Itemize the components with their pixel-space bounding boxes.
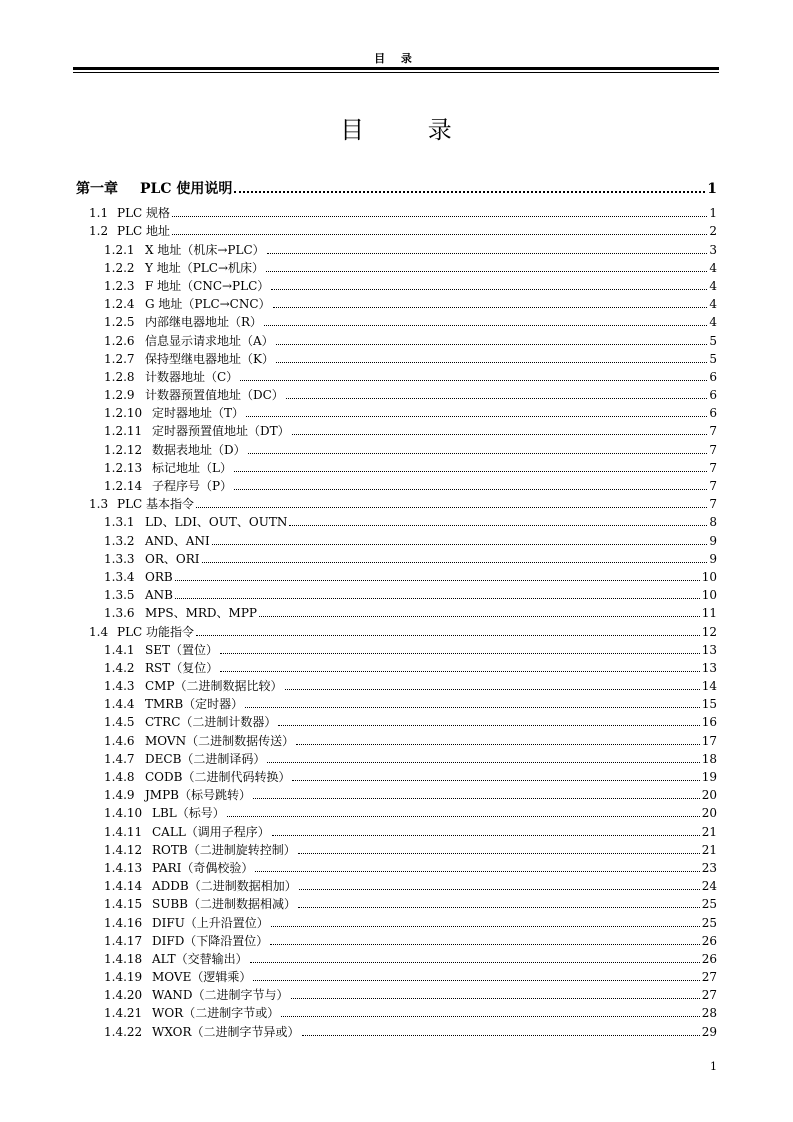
toc-entry-page: 6 <box>709 406 717 421</box>
toc-entry-label: ADDB（二进制数据相加） <box>152 879 297 894</box>
toc-leader-dots <box>220 671 699 672</box>
toc-entry-label: 标记地址（L） <box>152 460 232 475</box>
toc-entry-number: 1.2 <box>89 224 109 239</box>
toc-leader-dots <box>299 889 700 890</box>
toc-leader-dots <box>278 725 699 726</box>
toc-leader-dots <box>291 998 700 999</box>
toc-entry-number: 1.4.2 <box>104 660 135 675</box>
toc-subsection-entry[interactable] <box>76 311 717 329</box>
toc-entry-label: PLC 规格 <box>117 206 171 221</box>
toc-leader-dots <box>292 780 699 781</box>
toc-entry-page: 2 <box>709 224 717 239</box>
toc-entry-page: 3 <box>709 242 717 257</box>
toc-entry-number: 1.4.12 <box>104 842 143 857</box>
toc-entry-number: 1.2.1 <box>104 242 135 257</box>
toc-entry-page: 8 <box>709 515 717 530</box>
toc-entry-label: SUBB（二进制数据相减） <box>152 897 296 912</box>
toc-entry-number: 1.4 <box>89 624 109 639</box>
toc-leader-dots <box>259 616 700 617</box>
toc-entry-label: X 地址（机床→PLC） <box>145 242 265 257</box>
toc-entry-page: 27 <box>701 988 717 1003</box>
toc-entry-page: 23 <box>701 860 717 875</box>
toc-section-entry[interactable] <box>76 620 717 638</box>
toc-leader-dots <box>172 216 707 217</box>
toc-subsection-entry[interactable] <box>76 857 717 875</box>
toc-leader-dots <box>246 416 707 417</box>
toc-leader-dots <box>234 191 705 193</box>
toc-leader-dots <box>286 398 707 399</box>
toc-entry-page: 15 <box>701 697 717 712</box>
toc-leader-dots <box>250 962 700 963</box>
toc-entry-page: 13 <box>701 660 717 675</box>
toc-entry-label: 子程序号（P） <box>152 479 233 493</box>
toc-entry-number: 1.4.13 <box>104 860 143 875</box>
toc-entry-page: 19 <box>701 770 717 784</box>
toc-entry-label: SET（置位） <box>145 642 218 657</box>
footer-page-number: 1 <box>710 1060 717 1073</box>
toc-subsection-entry[interactable] <box>76 729 717 747</box>
toc-leader-dots <box>267 762 699 763</box>
toc-leader-dots <box>175 580 700 581</box>
toc-leader-dots <box>253 980 699 981</box>
toc-entry-number: 1.3.5 <box>104 588 135 603</box>
toc-chapter-page: 1 <box>707 181 717 197</box>
toc-entry-label: 数据表地址（D） <box>152 442 246 457</box>
toc-entry-number: 1.4.18 <box>104 951 143 966</box>
toc-leader-dots <box>302 1035 700 1036</box>
toc-subsection-entry[interactable] <box>76 366 717 384</box>
toc-entry-number: 1.4.14 <box>104 879 143 894</box>
toc-subsection-entry[interactable] <box>76 802 717 820</box>
toc-entry-number: 1.4.5 <box>104 715 135 730</box>
toc-entry-label: ANB <box>145 588 173 603</box>
toc-entry-label: MOVN（二进制数据传送） <box>145 733 295 748</box>
toc-entry-number: 1.2.7 <box>104 351 135 366</box>
toc-subsection-entry[interactable] <box>76 839 717 857</box>
toc-entry-page: 7 <box>709 442 717 457</box>
toc-entry-label: F 地址（CNC→PLC） <box>145 278 270 293</box>
toc-entry-label: ROTB（二进制旋转控制） <box>152 842 296 857</box>
toc-entries <box>76 202 717 1039</box>
toc-entry-page: 7 <box>709 479 717 493</box>
toc-subsection-entry[interactable] <box>76 748 717 766</box>
toc-entry-page: 20 <box>701 788 717 803</box>
toc-subsection-entry[interactable] <box>76 930 717 948</box>
toc-leader-dots <box>234 489 707 490</box>
table-of-contents <box>76 172 717 1039</box>
toc-entry-page: 7 <box>709 497 717 512</box>
toc-subsection-entry[interactable] <box>76 402 717 420</box>
toc-entry-page: 13 <box>701 642 717 657</box>
toc-entry-label: ORB <box>145 569 173 584</box>
toc-entry-label: PLC 地址 <box>117 224 171 239</box>
toc-subsection-entry[interactable] <box>76 457 717 475</box>
toc-entry-page: 12 <box>701 624 717 639</box>
toc-entry-label: CODB（二进制代码转换） <box>145 770 291 784</box>
toc-entry-page: 20 <box>701 806 717 821</box>
toc-entry-number: 1.2.12 <box>104 442 143 457</box>
toc-entry-label: RST（复位） <box>145 660 219 675</box>
toc-subsection-entry[interactable] <box>76 293 717 311</box>
toc-leader-dots <box>296 744 700 745</box>
toc-entry-page: 6 <box>709 388 717 403</box>
toc-entry-page: 5 <box>709 333 717 348</box>
toc-section-entry[interactable] <box>76 493 717 511</box>
toc-section-entry[interactable] <box>76 220 717 238</box>
toc-chapter-label: PLC 使用说明 <box>140 181 233 197</box>
toc-subsection-entry[interactable] <box>76 1002 717 1020</box>
toc-entry-label: CTRC（二进制计数器） <box>145 715 277 730</box>
toc-subsection-entry[interactable] <box>76 475 717 493</box>
toc-leader-dots <box>289 525 707 526</box>
toc-leader-dots <box>267 253 707 254</box>
toc-subsection-entry[interactable] <box>76 948 717 966</box>
toc-subsection-entry[interactable] <box>76 766 717 784</box>
toc-entry-page: 26 <box>701 951 717 966</box>
toc-leader-dots <box>227 816 700 817</box>
toc-leader-dots <box>272 835 700 836</box>
toc-entry-label: PARI（奇偶校验） <box>152 860 254 875</box>
toc-entry-label: TMRB（定时器） <box>145 697 244 712</box>
toc-subsection-entry[interactable] <box>76 438 717 456</box>
toc-section-entry[interactable] <box>76 202 717 220</box>
toc-entry-page: 18 <box>701 751 717 766</box>
header-rule-thick <box>73 67 719 70</box>
toc-entry-label: 计数器预置值地址（DC） <box>145 388 284 403</box>
toc-entry-page: 7 <box>709 460 717 475</box>
toc-entry-number: 1.2.8 <box>104 369 135 384</box>
toc-subsection-entry[interactable] <box>76 784 717 802</box>
toc-subsection-entry[interactable] <box>76 275 717 293</box>
toc-entry-number: 1.2.9 <box>104 388 135 403</box>
toc-entry-page: 4 <box>709 260 717 275</box>
toc-subsection-entry[interactable] <box>76 257 717 275</box>
toc-entry-number: 1.3.4 <box>104 569 135 584</box>
toc-entry-page: 11 <box>701 606 717 621</box>
toc-leader-dots <box>298 853 700 854</box>
toc-subsection-entry[interactable] <box>76 693 717 711</box>
toc-leader-dots <box>253 798 700 799</box>
toc-leader-dots <box>276 344 707 345</box>
toc-entry-label: 定时器地址（T） <box>152 406 245 421</box>
toc-entry-page: 10 <box>701 588 717 603</box>
toc-entry-page: 26 <box>701 933 717 948</box>
toc-subsection-entry[interactable] <box>76 820 717 838</box>
toc-subsection-entry[interactable] <box>76 657 717 675</box>
toc-subsection-entry[interactable] <box>76 348 717 366</box>
toc-entry-label: 保持型继电器地址（K） <box>145 351 274 366</box>
toc-entry-page: 1 <box>709 206 717 221</box>
toc-entry-page: 29 <box>701 1024 717 1039</box>
toc-entry-number: 1.3.2 <box>104 533 135 548</box>
toc-leader-dots <box>271 926 700 927</box>
toc-entry-page: 4 <box>709 315 717 330</box>
toc-entry-page: 6 <box>709 369 717 384</box>
toc-entry-page: 4 <box>709 297 717 312</box>
toc-entry-label: MOVE（逻辑乘） <box>152 970 252 985</box>
toc-subsection-entry[interactable] <box>76 711 717 729</box>
toc-entry-label: DIFD（下降沿置位） <box>152 933 269 948</box>
toc-leader-dots <box>212 544 707 545</box>
toc-entry-label: DECB（二进制译码） <box>145 751 266 766</box>
toc-leader-dots <box>292 434 707 435</box>
toc-entry-page: 27 <box>701 970 717 985</box>
toc-subsection-entry[interactable] <box>76 911 717 929</box>
toc-leader-dots <box>240 380 707 381</box>
running-header: 目 录 <box>374 52 418 65</box>
toc-subsection-entry[interactable] <box>76 511 717 529</box>
toc-entry-number: 1.4.1 <box>104 642 135 657</box>
toc-subsection-entry[interactable] <box>76 420 717 438</box>
toc-entry-page: 9 <box>709 551 717 566</box>
toc-entry-page: 16 <box>701 715 717 730</box>
toc-entry-page: 10 <box>701 569 717 584</box>
toc-entry-label: 定时器预置值地址（DT） <box>152 424 290 439</box>
toc-entry-page: 7 <box>709 424 717 439</box>
toc-entry-number: 1.1 <box>89 206 109 221</box>
toc-subsection-entry[interactable] <box>76 584 717 602</box>
toc-entry-label: 计数器地址（C） <box>145 369 239 384</box>
toc-subsection-entry[interactable] <box>76 1020 717 1038</box>
toc-entry-page: 28 <box>701 1006 717 1021</box>
toc-entry-number: 1.4.9 <box>104 788 135 803</box>
toc-entry-number: 1.3.3 <box>104 551 135 566</box>
toc-entry-number: 1.2.3 <box>104 278 135 293</box>
toc-leader-dots <box>234 471 707 472</box>
toc-entry-number: 1.2.14 <box>104 479 143 493</box>
toc-entry-page: 4 <box>709 278 717 293</box>
toc-subsection-entry[interactable] <box>76 238 717 256</box>
toc-entry-number: 1.2.5 <box>104 315 135 330</box>
toc-subsection-entry[interactable] <box>76 966 717 984</box>
toc-leader-dots <box>255 871 699 872</box>
toc-entry-label: DIFU（上升沿置位） <box>152 915 269 930</box>
toc-entry-number: 1.3 <box>89 497 109 512</box>
toc-subsection-entry[interactable] <box>76 384 717 402</box>
toc-entry-label: WXOR（二进制字节异或） <box>152 1024 300 1039</box>
toc-entry-label: OR、ORI <box>145 551 200 566</box>
toc-leader-dots <box>271 289 707 290</box>
toc-entry-page: 21 <box>701 824 717 839</box>
toc-leader-dots <box>248 453 707 454</box>
toc-subsection-entry[interactable] <box>76 329 717 347</box>
toc-entry-page: 14 <box>701 679 717 694</box>
toc-entry-label: Y 地址（PLC→机床） <box>145 260 265 275</box>
toc-entry-label: WOR（二进制字节或） <box>152 1006 280 1021</box>
toc-entry-label: WAND（二进制字节与） <box>152 988 289 1003</box>
toc-subsection-entry[interactable] <box>76 529 717 547</box>
toc-entry-number: 1.4.4 <box>104 697 135 712</box>
toc-entry-label: CALL（调用子程序） <box>152 824 270 839</box>
toc-entry-label: MPS、MRD、MPP <box>145 606 257 621</box>
toc-leader-dots <box>273 307 707 308</box>
toc-entry-number: 1.4.21 <box>104 1006 143 1021</box>
toc-entry-label: 信息显示请求地址（A） <box>145 333 274 348</box>
toc-entry-number: 1.4.15 <box>104 897 143 912</box>
toc-entry-number: 1.4.6 <box>104 733 135 748</box>
toc-entry-page: 25 <box>701 915 717 930</box>
toc-entry-label: G 地址（PLC→CNC） <box>145 297 271 312</box>
toc-entry-number: 1.4.17 <box>104 933 143 948</box>
toc-entry-number: 1.4.20 <box>104 988 143 1003</box>
toc-subsection-entry[interactable] <box>76 602 717 620</box>
toc-leader-dots <box>175 598 700 599</box>
toc-chapter-entry[interactable] <box>76 172 717 196</box>
header-rule-thin <box>73 72 719 73</box>
toc-entry-label: JMPB（标号跳转） <box>145 788 251 803</box>
toc-entry-page: 17 <box>701 733 717 748</box>
toc-entry-page: 9 <box>709 533 717 548</box>
toc-subsection-entry[interactable] <box>76 875 717 893</box>
toc-entry-number: 1.4.8 <box>104 770 135 784</box>
toc-leader-dots <box>266 271 707 272</box>
toc-entry-number: 1.2.13 <box>104 460 143 475</box>
toc-entry-number: 1.2.10 <box>104 406 143 421</box>
toc-entry-label: AND、ANI <box>145 533 210 548</box>
toc-leader-dots <box>202 562 708 563</box>
toc-entry-number: 1.4.10 <box>104 806 143 821</box>
toc-entry-page: 25 <box>701 897 717 912</box>
toc-entry-page: 21 <box>701 842 717 857</box>
toc-entry-number: 1.3.1 <box>104 515 135 530</box>
toc-entry-label: PLC 基本指令 <box>117 497 195 512</box>
toc-subsection-entry[interactable] <box>76 675 717 693</box>
toc-entry-number: 1.2.11 <box>104 424 143 439</box>
toc-entry-number: 1.4.19 <box>104 970 143 985</box>
toc-entry-number: 1.2.4 <box>104 297 135 312</box>
page-title: 目 录 <box>340 116 480 144</box>
toc-entry-page: 24 <box>701 879 717 894</box>
toc-entry-label: ALT（交替输出） <box>152 951 248 966</box>
toc-leader-dots <box>245 707 700 708</box>
toc-leader-dots <box>298 907 700 908</box>
toc-chapter-number: 第一章 <box>76 181 118 197</box>
toc-entry-number: 1.4.22 <box>104 1024 143 1039</box>
toc-leader-dots <box>172 234 707 235</box>
toc-entry-label: LD、LDI、OUT、OUTN <box>145 515 288 530</box>
toc-leader-dots <box>264 325 707 326</box>
toc-entry-number: 1.2.6 <box>104 333 135 348</box>
toc-subsection-entry[interactable] <box>76 548 717 566</box>
toc-entry-number: 1.4.7 <box>104 751 135 766</box>
toc-entry-label: PLC 功能指令 <box>117 624 195 639</box>
toc-leader-dots <box>196 507 707 508</box>
toc-leader-dots <box>281 1016 700 1017</box>
toc-subsection-entry[interactable] <box>76 893 717 911</box>
toc-entry-number: 1.4.16 <box>104 915 143 930</box>
toc-entry-number: 1.2.2 <box>104 260 135 275</box>
toc-leader-dots <box>196 635 700 636</box>
toc-leader-dots <box>270 944 699 945</box>
toc-leader-dots <box>285 689 700 690</box>
toc-entry-number: 1.3.6 <box>104 606 135 621</box>
toc-leader-dots <box>220 653 700 654</box>
toc-entry-label: 内部继电器地址（R） <box>145 315 263 330</box>
toc-subsection-entry[interactable] <box>76 984 717 1002</box>
toc-subsection-entry[interactable] <box>76 639 717 657</box>
toc-entry-label: CMP（二进制数据比较） <box>145 679 283 694</box>
toc-entry-label: LBL（标号） <box>152 806 225 821</box>
toc-subsection-entry[interactable] <box>76 566 717 584</box>
toc-leader-dots <box>276 362 707 363</box>
toc-entry-page: 5 <box>709 351 717 366</box>
toc-entry-number: 1.4.11 <box>104 824 143 839</box>
toc-entry-number: 1.4.3 <box>104 679 135 694</box>
